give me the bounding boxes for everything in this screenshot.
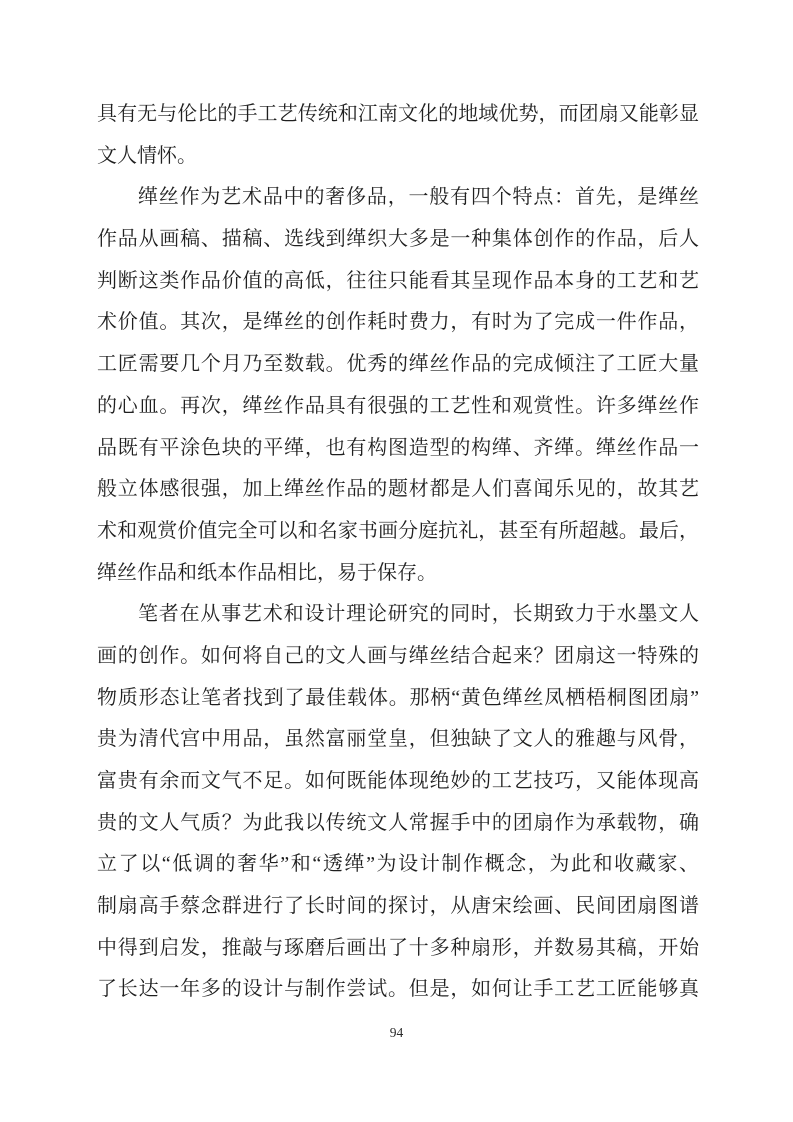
text-line: 的心血。再次，缂丝作品具有很强的工艺性和观赏性。许多缂丝作: [97, 394, 699, 417]
page-number: 94: [389, 1025, 404, 1040]
text-line: 了长达一年多的设计与制作尝试。但是，如何让手工艺工匠能够真: [97, 978, 699, 1001]
body-text: [97, 94, 699, 1011]
text-line: 画的创作。如何将自己的文人画与缂丝结合起来？团扇这一特殊的: [97, 644, 699, 667]
text-line: 物质形态让笔者找到了最佳载体。那柄“黄色缂丝凤栖梧桐图团扇”: [97, 686, 699, 709]
text-line: 作品从画稿、描稿、选线到缂织大多是一种集体创作的作品，后人: [97, 228, 699, 251]
text-line: 制扇高手蔡念群进行了长时间的探讨，从唐宋绘画、民间团扇图谱: [97, 895, 699, 918]
text-line: 品既有平涂色块的平缂，也有构图造型的构缂、齐缂。缂丝作品一: [97, 436, 699, 459]
text-line: 术价值。其次，是缂丝的创作耗时费力，有时为了完成一件作品，: [97, 311, 699, 334]
text-line: 术和观赏价值完全可以和名家书画分庭抗礼，甚至有所超越。最后，: [97, 519, 699, 542]
text-line: 具有无与伦比的手工艺传统和江南文化的地域优势，而团扇又能彰显: [97, 103, 699, 125]
text-line: 文人情怀。: [97, 144, 197, 167]
text-line: 缂丝作为艺术品中的奢侈品，一般有四个特点：首先，是缂丝: [138, 186, 699, 209]
text-line: 贵的文人气质？为此我以传统文人常握手中的团扇作为承载物，确: [97, 811, 699, 834]
text-line: 工匠需要几个月乃至数载。优秀的缂丝作品的完成倾注了工匠大量: [97, 353, 699, 376]
text-line: 立了以“低调的奢华”和“透缂”为设计制作概念，为此和收藏家、: [97, 853, 699, 876]
text-line: 中得到启发，推敲与琢磨后画出了十多种扇形，并数易其稿，开始: [97, 936, 699, 959]
text-line: 缂丝作品和纸本作品相比，易于保存。: [97, 561, 437, 584]
text-line: 贵为清代宫中用品，虽然富丽堂皇，但独缺了文人的雅趣与风骨，: [97, 728, 699, 751]
text-line: 富贵有余而文气不足。如何既能体现绝妙的工艺技巧，又能体现高: [97, 770, 699, 792]
text-line: 般立体感很强，加上缂丝作品的题材都是人们喜闻乐见的，故其艺: [97, 478, 699, 501]
text-line: 笔者在从事艺术和设计理论研究的同时，长期致力于水墨文人: [138, 603, 699, 626]
text-line: 判断这类作品价值的高低，往往只能看其呈现作品本身的工艺和艺: [97, 269, 699, 292]
